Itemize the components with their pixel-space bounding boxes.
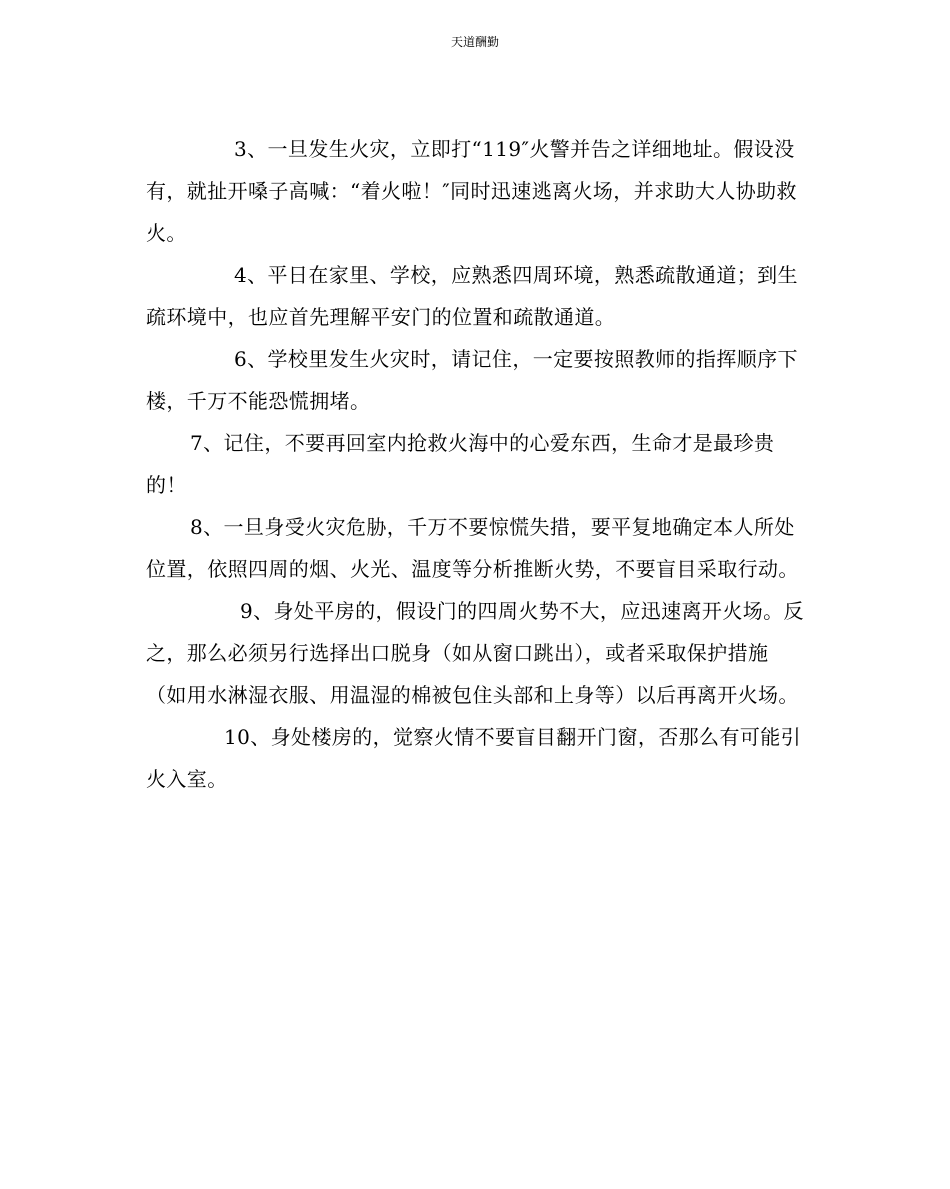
document-body — [146, 128, 806, 800]
paragraph-8: 8、一旦身受火灾危胁，千万不要惊慌失措，要平复地确定本人所处位置，依照四周的烟、火光、温度等分析推断火势，不要盲目采取行动。 — [146, 515, 799, 581]
page-header: 天道酬勤 — [450, 35, 499, 49]
paragraph-3: 3、一旦发生火灾，立即打“119″火警并告之详细地址。假设没有，就扯开嗓子高喊：“着火啦！″同时迅速逃离火场，并求助大人协助救火。 — [146, 137, 797, 245]
paragraph-7: 7、记住，不要再回室内抢救火海中的心爱东西，生命才是最珍贵的！ — [146, 431, 775, 497]
paragraph-6: 6、学校里发生火灾时，请记住，一定要按照教师的指挥顺序下楼，千万不能恐慌拥堵。 — [146, 347, 798, 413]
paragraph-10: 10、身处楼房的，觉察火情不要盲目翻开门窗，否那么有可能引火入室。 — [146, 725, 802, 791]
paragraph-9: 9、身处平房的，假设门的四周火势不大，应迅速离开火场。反之，那么必须另行选择出口脱身（如从窗口跳出），或者采取保护措施（如用水淋湿衣服、用温湿的棉被包住头部和上身等）以后再离开火场。 — [146, 599, 804, 707]
paragraph-4: 4、平日在家里、学校，应熟悉四周环境，熟悉疏散通道；到生疏环境中，也应首先理解平安门的位置和疏散通道。 — [146, 263, 798, 329]
